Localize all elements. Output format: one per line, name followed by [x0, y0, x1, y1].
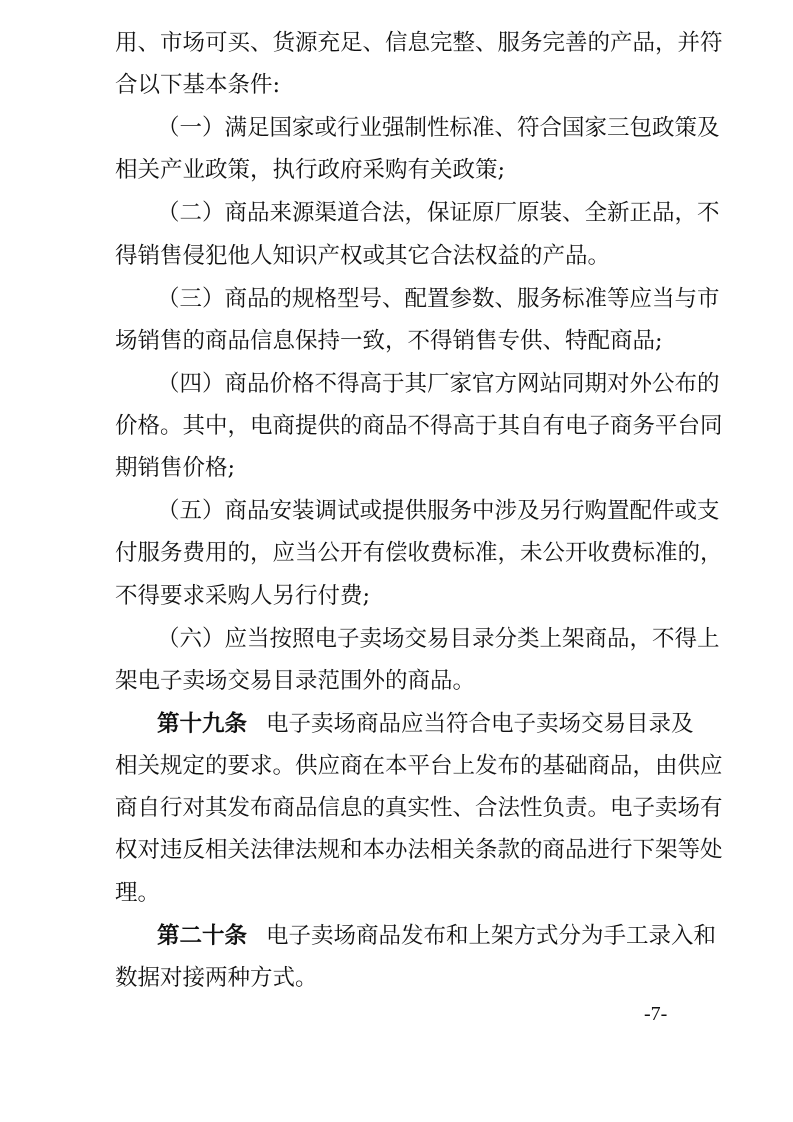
article-text: 电子卖场商品发布和上架方式分为手工录入和: [266, 923, 717, 949]
text-line: [0, 319, 793, 363]
text-line: [0, 956, 793, 1000]
text-line: [0, 617, 793, 661]
list-item-text: 架电子卖场交易目录范围外的商品。: [115, 668, 476, 694]
list-item-text: 期销售价格;: [115, 455, 236, 481]
text-line: [0, 702, 793, 746]
text-line: [0, 191, 793, 235]
text-line: [0, 404, 793, 448]
list-item-text: 付服务费用的，应当公开有偿收费标准，未公开收费标准的，: [115, 540, 723, 566]
text-line: [0, 786, 793, 830]
text-line: [0, 63, 793, 107]
article-text: 权对违反相关法律法规和本办法相关条款的商品进行下架等处: [115, 837, 723, 863]
article-title: 第十九条: [157, 711, 248, 737]
list-item-text: 相关产业政策，执行政府采购有关政策;: [115, 157, 506, 183]
text-line: [0, 277, 793, 321]
list-item-text: 得销售侵犯他人知识产权或其它合法权益的产品。: [115, 243, 611, 269]
text-line: [0, 531, 793, 575]
text-line: [0, 871, 793, 915]
list-item-text: （二）商品来源渠道合法，保证原厂原装、全新正品，不: [157, 200, 720, 226]
article-text: 理。: [115, 880, 161, 906]
article-text: 数据对接两种方式。: [115, 965, 318, 991]
text-line: [0, 659, 793, 703]
text-line: [0, 21, 793, 65]
text-line: [0, 489, 793, 533]
list-item-text: 场销售的商品信息保持一致，不得销售专供、特配商品;: [115, 328, 663, 354]
page-number: -7-: [644, 1003, 668, 1025]
list-item-text: （四）商品价格不得高于其厂家官方网站同期对外公布的: [157, 371, 720, 397]
text-line: [0, 362, 793, 406]
list-item-text: （一）满足国家或行业强制性标准、符合国家三包政策及: [157, 115, 720, 141]
list-item-text: （五）商品安装调试或提供服务中涉及另行购置配件或支: [157, 498, 720, 524]
list-item-text: （三）商品的规格型号、配置参数、服务标准等应当与市: [157, 286, 720, 312]
text-line: [0, 234, 793, 278]
article-text: 商自行对其发布商品信息的真实性、合法性负责。电子卖场有: [115, 795, 723, 821]
article-text: 电子卖场商品应当符合电子卖场交易目录及: [266, 711, 694, 737]
paragraph-text: 合以下基本条件:: [115, 72, 281, 98]
text-line: [0, 828, 793, 872]
list-item-text: 价格。其中，电商提供的商品不得高于其自有电子商务平台同: [115, 413, 723, 439]
text-line: [0, 914, 793, 958]
text-line: [0, 574, 793, 618]
paragraph-text: 用、市场可买、货源充足、信息完整、服务完善的产品，并符: [115, 30, 723, 56]
article-title: 第二十条: [157, 923, 248, 949]
text-line: [0, 106, 793, 150]
article-text: 相关规定的要求。供应商在本平台上发布的基础商品，由供应: [115, 753, 723, 779]
text-line: [0, 446, 793, 490]
list-item-text: （六）应当按照电子卖场交易目录分类上架商品，不得上: [157, 626, 720, 652]
list-item-text: 不得要求采购人另行付费;: [115, 583, 371, 609]
text-line: [0, 148, 793, 192]
text-line: [0, 744, 793, 788]
